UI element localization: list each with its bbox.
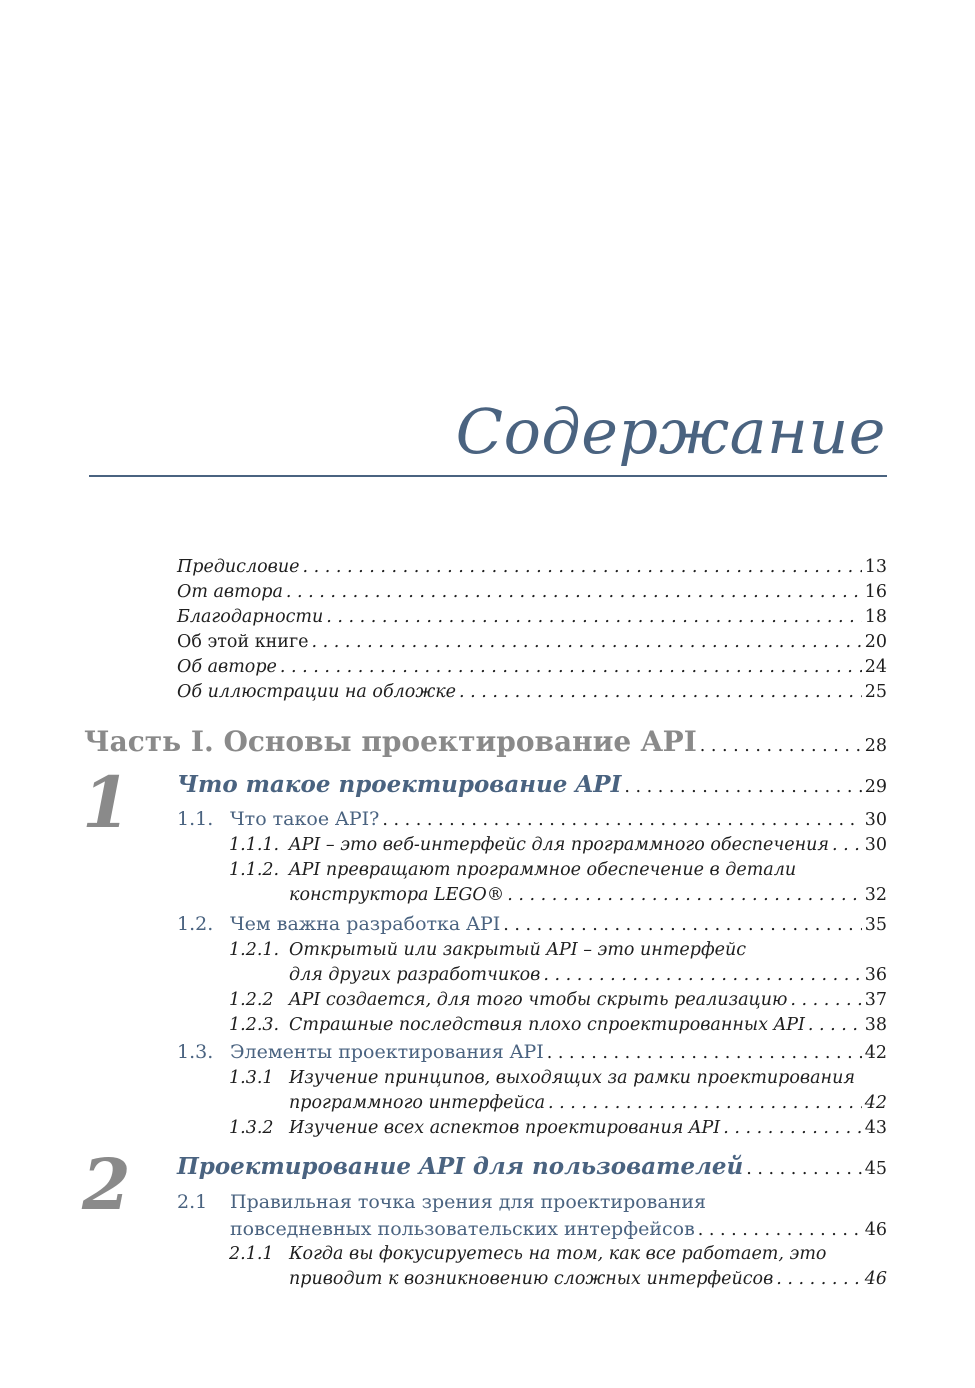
toc-page-number: 24 — [864, 657, 887, 677]
dot-leader — [700, 736, 862, 756]
dot-leader — [382, 810, 861, 830]
toc-page-number: 38 — [864, 1015, 887, 1035]
section-number: 1.2. — [177, 913, 214, 935]
title-divider — [89, 475, 887, 477]
toc-page-number: 32 — [864, 885, 887, 905]
subsection-title-cont: программного интерфейса — [289, 1093, 546, 1113]
dot-leader — [548, 1093, 862, 1113]
toc-chapter-1[interactable] — [177, 771, 887, 798]
toc-page-number: 30 — [864, 835, 887, 855]
dot-leader — [503, 915, 861, 935]
toc-entry-cover-illustration[interactable] — [177, 682, 887, 702]
toc-chapter-2[interactable] — [177, 1153, 887, 1180]
toc-page-number: 37 — [864, 990, 887, 1010]
section-title: Что такое API? — [230, 808, 380, 830]
dot-leader — [543, 965, 861, 985]
subsection-title-cont: приводит к возникновению сложных интерфейсов — [289, 1269, 774, 1289]
subsection-number: 2.1.1 — [229, 1244, 274, 1264]
toc-subsection-1-3-1[interactable] — [229, 1068, 887, 1088]
subsection-number: 1.3.1 — [229, 1068, 274, 1088]
toc-section-1-3[interactable] — [177, 1041, 887, 1063]
toc-section-1-2[interactable] — [177, 913, 887, 935]
section-title: Элементы проектирования API — [230, 1041, 544, 1063]
subsection-title: Изучение всех аспектов проектирования API — [289, 1118, 721, 1138]
subsection-title-cont: конструктора LEGO® — [289, 885, 505, 905]
subsection-number: 1.3.2 — [229, 1118, 274, 1138]
section-title: Чем важна разработка API — [230, 913, 501, 935]
toc-section-2-1-cont[interactable] — [230, 1218, 887, 1240]
toc-page-number: 18 — [864, 607, 887, 627]
dot-leader — [547, 1043, 862, 1063]
toc-page-number: 36 — [864, 965, 887, 985]
subsection-title: Изучение принципов, выходящих за рамки проектирования — [289, 1068, 855, 1088]
toc-page-number: 25 — [864, 682, 887, 702]
toc-subsection-1-2-3[interactable] — [229, 1015, 887, 1035]
toc-entry-label: Об этой книге — [177, 632, 309, 652]
toc-subsection-1-1-2-cont[interactable] — [289, 885, 887, 905]
chapter-number: 2 — [82, 1143, 131, 1226]
toc-entry-acknowledgements[interactable] — [177, 607, 887, 627]
dot-leader — [326, 607, 861, 627]
section-number: 1.1. — [177, 808, 214, 830]
toc-page-number: 16 — [864, 582, 887, 602]
toc-page-number: 42 — [864, 1043, 887, 1063]
toc-subsection-1-3-1-cont[interactable] — [289, 1093, 887, 1113]
toc-part-1[interactable] — [84, 725, 887, 758]
subsection-title: API – это веб-интерфейс для программного обеспечения — [289, 835, 829, 855]
section-title-cont: повседневных пользовательских интерфейсов — [230, 1218, 695, 1240]
toc-page-number: 30 — [864, 810, 887, 830]
toc-entry-label: Об авторе — [177, 657, 277, 677]
toc-page-number: 35 — [864, 915, 887, 935]
dot-leader — [790, 990, 861, 1010]
toc-page-number: 29 — [864, 777, 887, 797]
toc-subsection-1-1-2[interactable] — [229, 860, 887, 880]
subsection-number: 1.2.2 — [229, 990, 274, 1010]
toc-page-number: 43 — [864, 1118, 887, 1138]
toc-section-1-1[interactable] — [177, 808, 887, 830]
chapter-title: Что такое проектирование API — [177, 771, 622, 798]
chapter-number: 1 — [82, 761, 131, 844]
section-title: Правильная точка зрения для проектирования — [230, 1191, 707, 1213]
toc-page-number: 46 — [864, 1220, 887, 1240]
toc-subsection-2-1-1-cont[interactable] — [289, 1269, 887, 1289]
toc-page-number: 45 — [864, 1159, 887, 1179]
toc-page-number: 28 — [864, 736, 887, 756]
page-title: Содержание — [455, 395, 886, 468]
toc-page-number: 42 — [864, 1093, 887, 1113]
toc-entry-label: От автора — [177, 582, 283, 602]
dot-leader — [624, 777, 861, 797]
dot-leader — [286, 582, 862, 602]
toc-page-number: 46 — [864, 1269, 887, 1289]
subsection-title: Когда вы фокусируетесь на том, как все работает, это — [289, 1244, 827, 1264]
dot-leader — [302, 557, 861, 577]
toc-entry-label: Благодарности — [177, 607, 324, 627]
toc-entry-label: Предисловие — [177, 557, 300, 577]
subsection-title: API превращают программное обеспечение в детали — [289, 860, 797, 880]
dot-leader — [280, 657, 862, 677]
dot-leader — [808, 1015, 862, 1035]
toc-page-number: 13 — [864, 557, 887, 577]
dot-leader — [311, 632, 861, 652]
dot-leader — [776, 1269, 861, 1289]
dot-leader — [459, 682, 862, 702]
part-title: Часть I. Основы проектирование API — [84, 725, 697, 758]
toc-subsection-1-2-2[interactable] — [229, 990, 887, 1010]
toc-subsection-2-1-1[interactable] — [229, 1244, 887, 1264]
dot-leader — [723, 1118, 862, 1138]
subsection-title: API создается, для того чтобы скрыть реализацию — [289, 990, 788, 1010]
toc-entry-preface[interactable] — [177, 557, 887, 577]
dot-leader — [698, 1220, 862, 1240]
toc-entry-from-author[interactable] — [177, 582, 887, 602]
subsection-number: 1.2.3. — [229, 1015, 280, 1035]
subsection-title: Открытый или закрытый API – это интерфейс — [289, 940, 747, 960]
section-number: 1.3. — [177, 1041, 214, 1063]
subsection-title-cont: для других разработчиков — [289, 965, 541, 985]
toc-subsection-1-2-1-cont[interactable] — [289, 965, 887, 985]
toc-subsection-1-2-1[interactable] — [229, 940, 887, 960]
subsection-title: Страшные последствия плохо спроектированных API — [289, 1015, 805, 1035]
toc-section-2-1[interactable] — [177, 1191, 887, 1213]
dot-leader — [832, 835, 862, 855]
toc-entry-about-author[interactable] — [177, 657, 887, 677]
dot-leader — [746, 1159, 861, 1179]
toc-subsection-1-1-1[interactable] — [229, 835, 887, 855]
subsection-number: 1.2.1. — [229, 940, 280, 960]
subsection-number: 1.1.1. — [229, 835, 280, 855]
toc-entry-label: Об иллюстрации на обложке — [177, 682, 457, 702]
section-number: 2.1 — [177, 1191, 208, 1213]
toc-page-number: 20 — [864, 632, 887, 652]
toc-subsection-1-3-2[interactable] — [229, 1118, 887, 1138]
dot-leader — [507, 885, 861, 905]
chapter-title: Проектирование API для пользователей — [177, 1153, 744, 1180]
toc-entry-about-book[interactable] — [177, 632, 887, 652]
subsection-number: 1.1.2. — [229, 860, 280, 880]
